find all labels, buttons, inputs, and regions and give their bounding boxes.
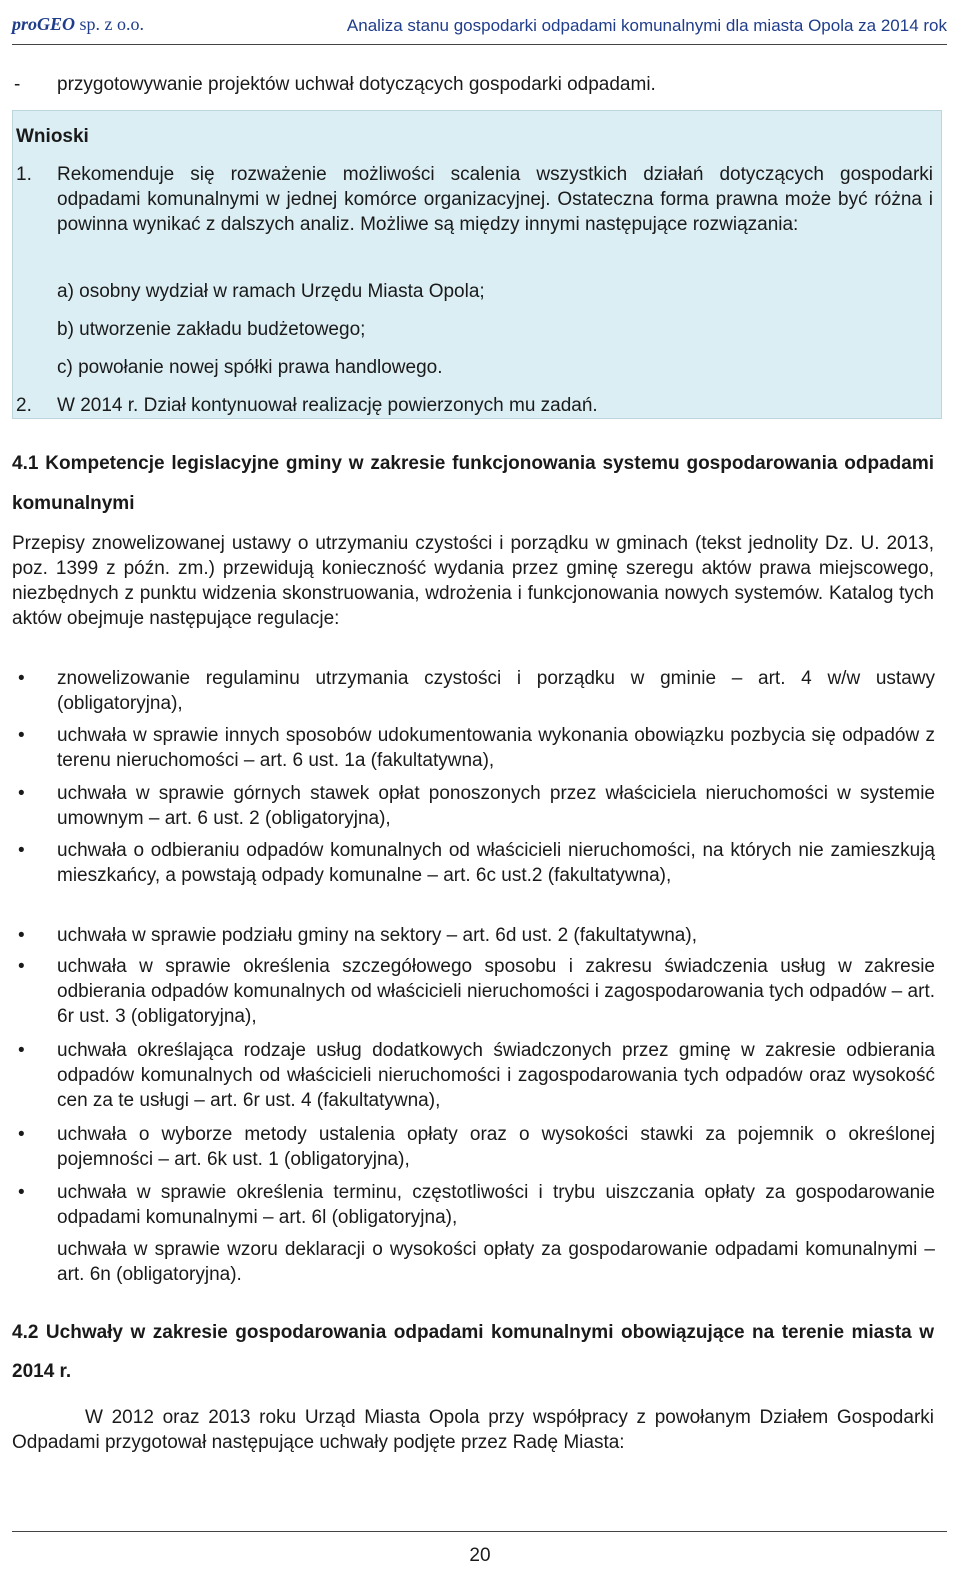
conclusion-2-text: W 2014 r. Dział kontynuował realizację powierzonych mu zadań. xyxy=(57,395,598,416)
bullet-marker: • xyxy=(18,925,25,946)
bullet-marker: • xyxy=(18,956,25,977)
bullet-marker: • xyxy=(18,1182,25,1203)
company-logo: proGEO sp. z o.o. xyxy=(12,14,145,34)
option-a: a) osobny wydział w ramach Urzędu Miasta Opola; xyxy=(57,281,485,302)
bullet-marker: • xyxy=(18,783,25,804)
conclusion-2-number: 2. xyxy=(16,395,32,416)
regulation-item: uchwała określająca rodzaje usług dodatkowych świadczonych przez gminę w zakresie odbierania odpadów komunalnych od właścicieli nieruchomości i zagospodarowania tych odpadów oraz wysokość cen za te usługi – art. 6r ust. 4 (fakultatywna), xyxy=(57,1040,935,1111)
bullet-marker: • xyxy=(18,840,25,861)
bullet-marker: • xyxy=(18,1124,25,1145)
option-c: c) powołanie nowej spółki prawa handlowego. xyxy=(57,357,443,378)
regulation-item: uchwała w sprawie górnych stawek opłat ponoszonych przez właściciela nieruchomości w systemie umownym – art. 6 ust. 2 (obligatoryjna), xyxy=(57,783,935,829)
regulation-item: znowelizowanie regulaminu utrzymania czystości i porządku w gminie – art. 4 w/w ustawy (obligatoryjna), xyxy=(57,668,935,714)
document-title: Analiza stanu gospodarki odpadami komunalnymi dla miasta Opola za 2014 rok xyxy=(346,16,947,35)
conclusion-1-number: 1. xyxy=(16,164,32,185)
footer-divider xyxy=(12,1531,947,1532)
option-b: b) utworzenie zakładu budżetowego; xyxy=(57,319,366,340)
regulation-item: uchwała w sprawie określenia szczegółowego sposobu i zakresu świadczenia usług w zakresie odbierania odpadów komunalnych od właścicieli nieruchomości i zagospodarowania tych odpadów – art. 6r ust. 3 (obligatoryjna), xyxy=(57,956,935,1027)
regulation-item: uchwała w sprawie innych sposobów udokumentowania wykonania obowiązku pozbycia się odpadów z terenu nieruchomości – art. 6 ust. 1a (fakultatywna), xyxy=(57,725,935,771)
bullet-marker: • xyxy=(18,668,25,689)
bullet-marker: • xyxy=(18,725,25,746)
regulation-item: uchwała w sprawie podziału gminy na sektory – art. 6d ust. 2 (fakultatywna), xyxy=(57,925,697,946)
regulation-item-last: uchwała w sprawie wzoru deklaracji o wysokości opłaty za gospodarowanie odpadami komunalnymi – art. 6n (obligatoryjna). xyxy=(57,1239,935,1285)
conclusions-heading: Wnioski xyxy=(16,126,89,147)
intro-dash: - xyxy=(14,74,21,95)
section-4-1-heading: 4.1 Kompetencje legislacyjne gminy w zakresie funkcjonowania systemu gospodarowania odpadami komunalnymi xyxy=(12,453,934,514)
page-number: 20 xyxy=(469,1545,491,1566)
regulation-item: uchwała w sprawie określenia terminu, częstotliwości i trybu uiszczania opłaty za gospodarowanie odpadami komunalnymi – art. 6l (obligatoryjna), xyxy=(57,1182,935,1228)
intro-text: przygotowywanie projektów uchwał dotyczących gospodarki odpadami. xyxy=(57,74,656,95)
section-4-2-heading: 4.2 Uchwały w zakresie gospodarowania odpadami komunalnymi obowiązujące na terenie miasta w 2014 r. xyxy=(12,1322,934,1382)
conclusion-1-text: Rekomenduje się rozważenie możliwości scalenia wszystkich działań dotyczących gospodarki odpadami komunalnymi w jednej komórce organizacyjnej. Ostateczna forma prawna może być różna i powinna wynikać z dalszych analiz. Możliwe są między innymi następujące rozwiązania: xyxy=(57,164,933,235)
page-header xyxy=(12,14,947,40)
section-4-2-paragraph: W 2012 oraz 2013 roku Urząd Miasta Opola przy współpracy z powołanym Działem Gospodarki Odpadami przygotował następujące uchwały podjęte przez Radę Miasta: xyxy=(12,1407,934,1453)
header-divider xyxy=(12,44,947,45)
regulation-item: uchwała o odbieraniu odpadów komunalnych od właścicieli nieruchomości, na których nie zamieszkują mieszkańcy, a powstają odpady komunalne – art. 6c ust.2 (fakultatywna), xyxy=(57,840,935,886)
bullet-marker: • xyxy=(18,1040,25,1061)
regulation-item: uchwała o wyborze metody ustalenia opłaty oraz o wysokości stawki za pojemnik o określonej pojemności – art. 6k ust. 1 (obligatoryjna), xyxy=(57,1124,935,1170)
section-4-1-paragraph: Przepisy znowelizowanej ustawy o utrzymaniu czystości i porządku w gminach (tekst jednolity Dz. U. 2013, poz. 1399 z późn. zm.) przewidują konieczność wydania przez gminę szeregu aktów prawa miejscowego, niezbędnych z punktu widzenia skonstruowania, wdrożenia i funkcjonowania nowych systemów. Katalog tych aktów obejmuje następujące regulacje: xyxy=(12,533,934,629)
